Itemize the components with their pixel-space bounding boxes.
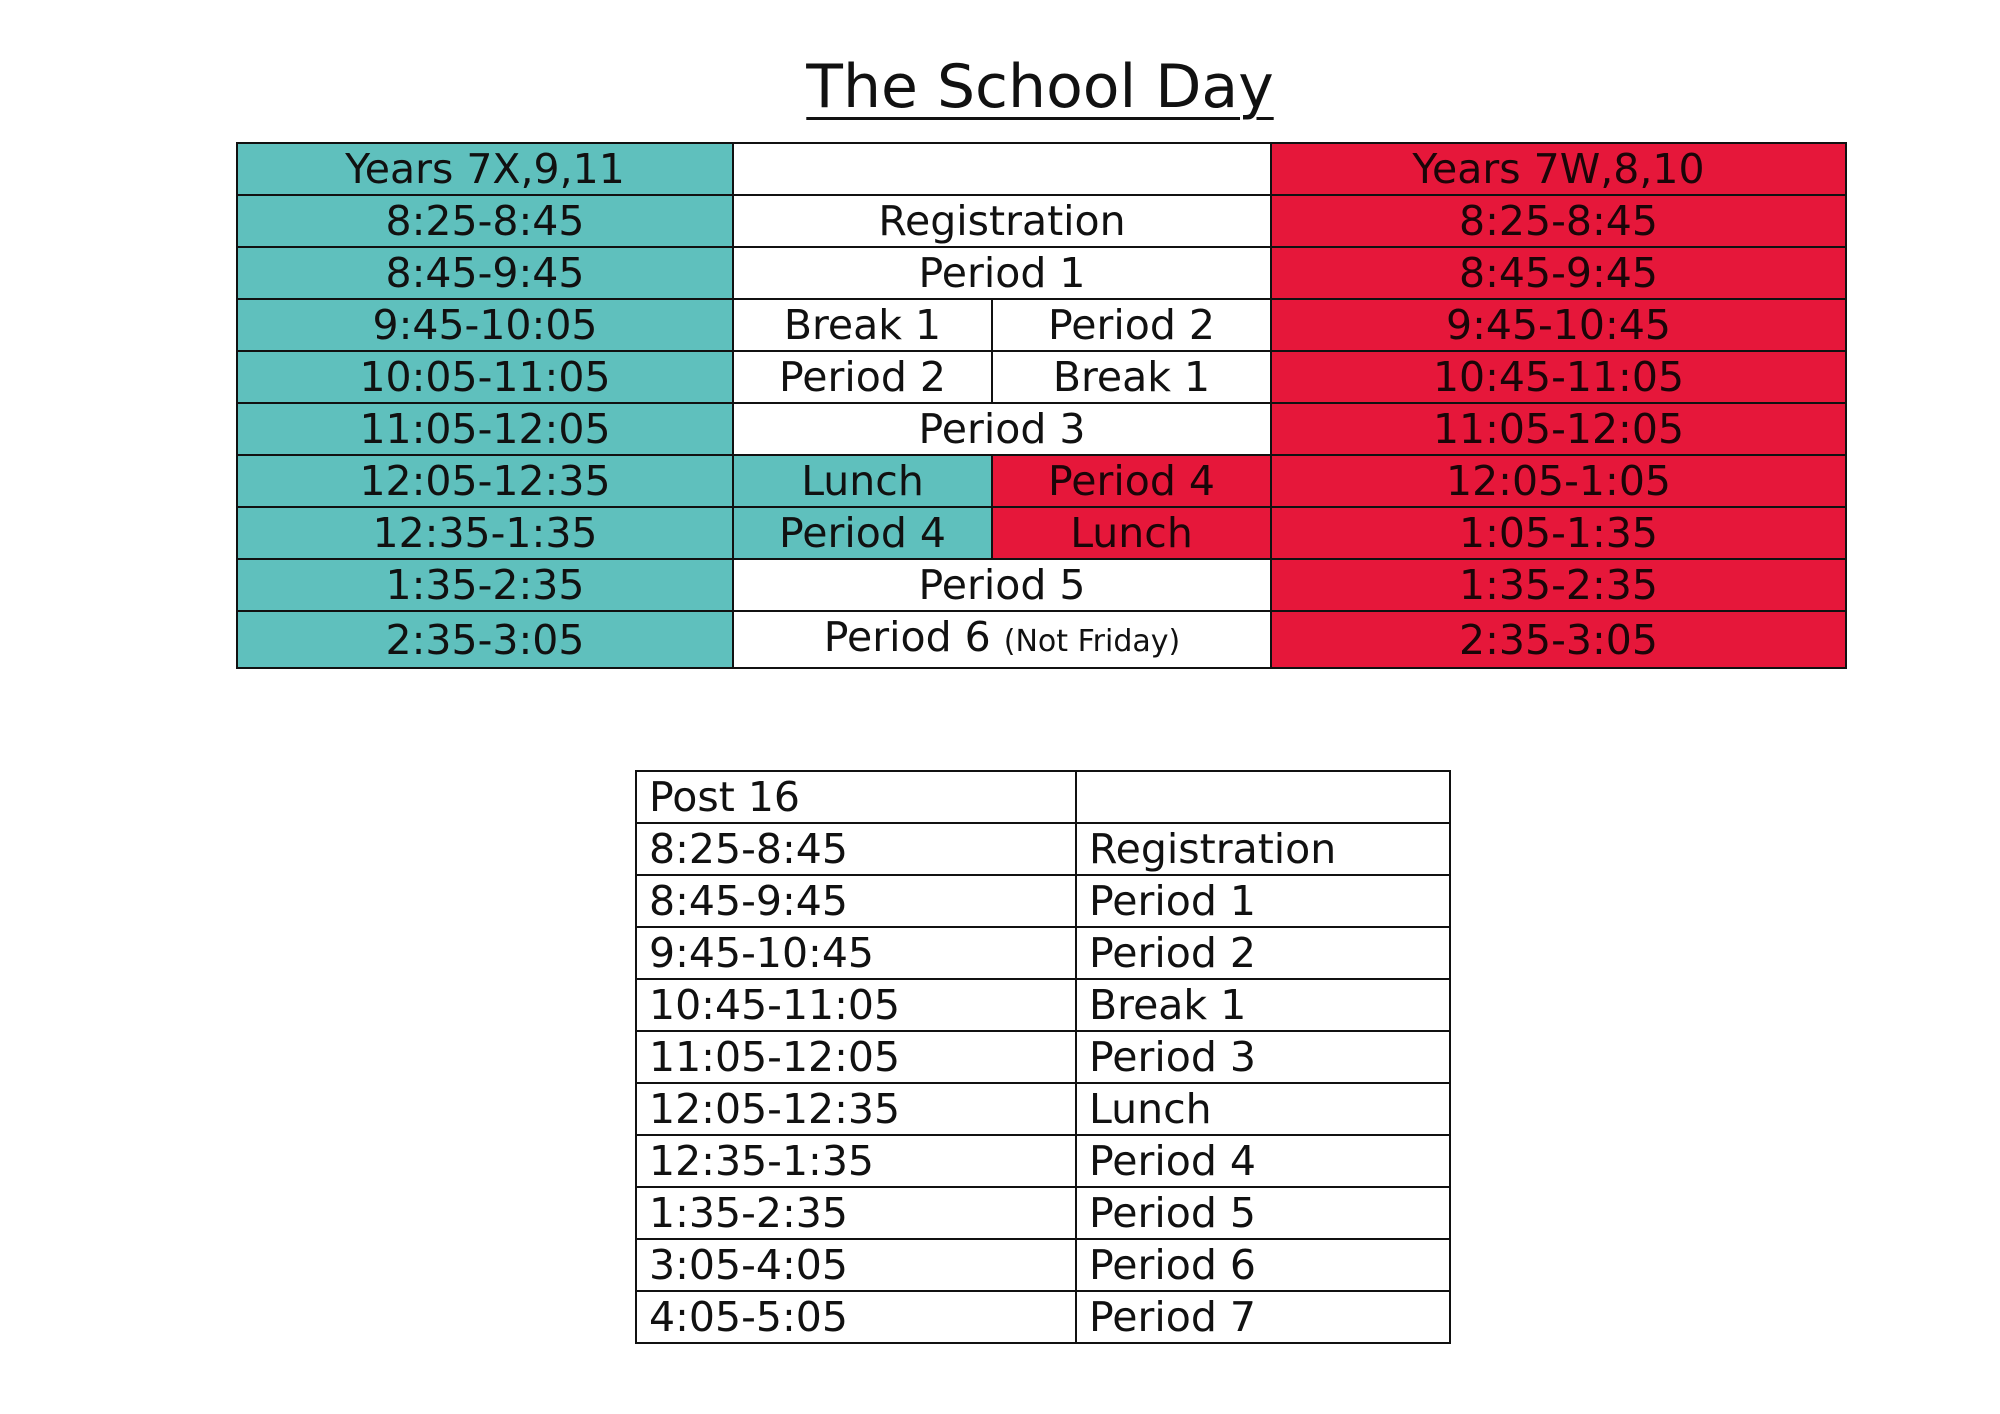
table-row [237,403,1846,455]
red-time-cell: 12:05-1:05 [1271,455,1846,507]
teal-time-cell: 9:45-10:05 [237,299,733,351]
teal-time-cell: 12:05-12:35 [237,455,733,507]
table-row [237,299,1846,351]
red-time-cell: 1:35-2:35 [1271,559,1846,611]
activity-cell: Registration [733,195,1271,247]
time-cell: 1:35-2:35 [636,1187,1076,1239]
red-time-cell: 8:25-8:45 [1271,195,1846,247]
teal-time-cell: 11:05-12:05 [237,403,733,455]
red-group-activity-cell: Period 2 [992,299,1271,351]
teal-time-cell: 8:45-9:45 [237,247,733,299]
red-time-cell: 9:45-10:45 [1271,299,1846,351]
time-cell: 12:35-1:35 [636,1135,1076,1187]
table-row [237,143,1846,195]
activity-cell: Registration [1076,823,1450,875]
not-friday-note: (Not Friday) [1003,624,1181,659]
teal-group-activity-cell: Break 1 [733,299,992,351]
table-row [636,875,1450,927]
table-row [636,979,1450,1031]
table-row [636,1135,1450,1187]
time-cell: 8:25-8:45 [636,823,1076,875]
activity-cell: Period 5 [733,559,1271,611]
main-schedule-table [236,142,1847,669]
activity-label: Period 6 [823,613,991,661]
activity-cell: Lunch [1076,1083,1450,1135]
table-row [636,823,1450,875]
activity-cell: Break 1 [1076,979,1450,1031]
table-row [237,507,1846,559]
activity-cell: Period 2 [1076,927,1450,979]
activity-cell [733,611,1271,668]
teal-time-cell: 12:35-1:35 [237,507,733,559]
activity-cell: Period 3 [733,403,1271,455]
time-cell: 8:45-9:45 [636,875,1076,927]
years-7x-9-11-header: Years 7X,9,11 [237,143,733,195]
activity-cell: Period 7 [1076,1291,1450,1343]
table-row [237,351,1846,403]
activity-cell: Period 4 [1076,1135,1450,1187]
red-time-cell: 10:45-11:05 [1271,351,1846,403]
table-row [636,1239,1450,1291]
time-cell: 3:05-4:05 [636,1239,1076,1291]
table-row [237,247,1846,299]
table-row [237,195,1846,247]
red-time-cell: 11:05-12:05 [1271,403,1846,455]
activity-cell: Period 6 [1076,1239,1450,1291]
activity-cell: Period 1 [1076,875,1450,927]
years-7w-8-10-header: Years 7W,8,10 [1271,143,1846,195]
teal-time-cell: 1:35-2:35 [237,559,733,611]
time-cell: 11:05-12:05 [636,1031,1076,1083]
post-16-header-right [1076,771,1450,823]
teal-group-activity-cell: Period 2 [733,351,992,403]
red-group-activity-cell: Period 4 [992,455,1271,507]
red-time-cell: 8:45-9:45 [1271,247,1846,299]
table-row [237,455,1846,507]
table-row [237,611,1846,668]
table-row [636,1083,1450,1135]
teal-time-cell: 8:25-8:45 [237,195,733,247]
page-title: The School Day [806,52,1274,122]
post-16-header: Post 16 [636,771,1076,823]
red-group-activity-cell: Lunch [992,507,1271,559]
post-16-schedule-table [635,770,1451,1344]
activity-cell: Period 3 [1076,1031,1450,1083]
time-cell: 10:45-11:05 [636,979,1076,1031]
activity-cell: Period 5 [1076,1187,1450,1239]
time-cell: 4:05-5:05 [636,1291,1076,1343]
teal-group-activity-cell: Period 4 [733,507,992,559]
table-row [636,1187,1450,1239]
table-row [636,1031,1450,1083]
red-group-activity-cell: Break 1 [992,351,1271,403]
table-row [636,1291,1450,1343]
red-time-cell: 2:35-3:05 [1271,611,1846,668]
middle-header [733,143,1271,195]
teal-time-cell: 10:05-11:05 [237,351,733,403]
activity-cell: Period 1 [733,247,1271,299]
table-row [636,927,1450,979]
time-cell: 12:05-12:35 [636,1083,1076,1135]
table-row [237,559,1846,611]
teal-group-activity-cell: Lunch [733,455,992,507]
time-cell: 9:45-10:45 [636,927,1076,979]
table-row [636,771,1450,823]
teal-time-cell: 2:35-3:05 [237,611,733,668]
red-time-cell: 1:05-1:35 [1271,507,1846,559]
